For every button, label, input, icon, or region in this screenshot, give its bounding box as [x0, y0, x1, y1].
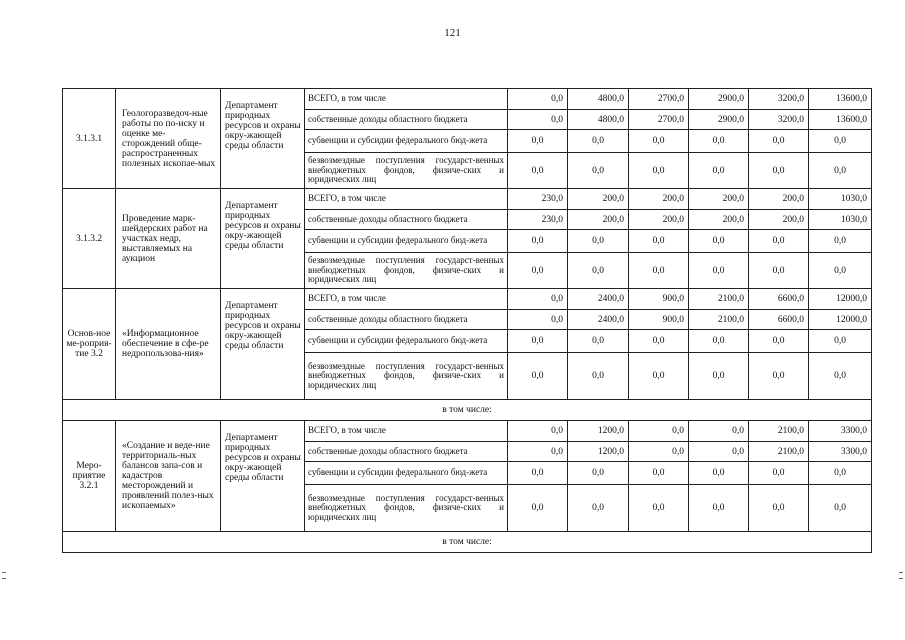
- amount-cell: 200,0: [568, 189, 629, 210]
- amount-cell: 0,0: [508, 330, 568, 353]
- amount-cell: 0,0: [749, 353, 809, 400]
- amount-cell: 0,0: [749, 130, 809, 153]
- amount-cell: 2100,0: [689, 310, 749, 330]
- amount-cell: 0,0: [629, 230, 689, 253]
- amount-cell: 200,0: [568, 210, 629, 230]
- amount-cell: 200,0: [629, 210, 689, 230]
- amount-cell: 200,0: [749, 189, 809, 210]
- amount-cell: 0,0: [508, 89, 568, 110]
- budget-table: [62, 88, 872, 553]
- funding-source: безвозмездные поступления государст-венных внебюджетных фондов, физиче-ских и юридических лиц: [305, 485, 508, 532]
- funding-source: безвозмездные поступления государст-венных внебюджетных фондов, физиче-ских и юридических лиц: [305, 353, 508, 400]
- amount-cell: 12000,0: [809, 289, 872, 310]
- amount-cell: 0,0: [508, 289, 568, 310]
- in-total-label: в том числе:: [63, 400, 872, 421]
- amount-cell: 1030,0: [809, 189, 872, 210]
- amount-cell: 13600,0: [809, 89, 872, 110]
- table-row: [63, 89, 872, 110]
- amount-cell: 2700,0: [629, 110, 689, 130]
- amount-cell: 0,0: [568, 230, 629, 253]
- amount-cell: 0,0: [809, 230, 872, 253]
- funding-source: ВСЕГО, в том числе: [305, 89, 508, 110]
- margin-tick-right: [899, 578, 903, 579]
- program-code: Меро-приятие 3.2.1: [63, 421, 116, 532]
- amount-cell: 0,0: [749, 153, 809, 189]
- amount-cell: 13600,0: [809, 110, 872, 130]
- amount-cell: 2400,0: [568, 289, 629, 310]
- amount-cell: 230,0: [508, 210, 568, 230]
- program-code: Основ-ное ме-роприя-тие 3.2: [63, 289, 116, 400]
- amount-cell: 0,0: [749, 462, 809, 485]
- funding-source: субвенции и субсидии федерального бюд-жета: [305, 130, 508, 153]
- amount-cell: 0,0: [749, 485, 809, 532]
- amount-cell: 0,0: [508, 253, 568, 289]
- funding-source: собственные доходы областного бюджета: [305, 110, 508, 130]
- amount-cell: 200,0: [749, 210, 809, 230]
- amount-cell: 0,0: [568, 253, 629, 289]
- margin-tick-left: [2, 578, 6, 579]
- amount-cell: 0,0: [629, 442, 689, 462]
- responsible-department: Департамент природных ресурсов и охраны окру-жающей среды области: [221, 89, 305, 189]
- amount-cell: 0,0: [809, 485, 872, 532]
- amount-cell: 900,0: [629, 310, 689, 330]
- amount-cell: 3300,0: [809, 421, 872, 442]
- funding-source: ВСЕГО, в том числе: [305, 421, 508, 442]
- amount-cell: 6600,0: [749, 310, 809, 330]
- amount-cell: 0,0: [809, 153, 872, 189]
- amount-cell: 0,0: [629, 330, 689, 353]
- funding-source: ВСЕГО, в том числе: [305, 289, 508, 310]
- amount-cell: 0,0: [629, 421, 689, 442]
- table-row: [63, 421, 872, 442]
- amount-cell: 0,0: [568, 485, 629, 532]
- amount-cell: 0,0: [689, 330, 749, 353]
- funding-source: безвозмездные поступления государст-венных внебюджетных фондов, физиче-ских и юридических лиц: [305, 153, 508, 189]
- funding-source: собственные доходы областного бюджета: [305, 310, 508, 330]
- amount-cell: 4800,0: [568, 89, 629, 110]
- amount-cell: 0,0: [809, 462, 872, 485]
- amount-cell: 3200,0: [749, 110, 809, 130]
- amount-cell: 1200,0: [568, 421, 629, 442]
- amount-cell: 4800,0: [568, 110, 629, 130]
- responsible-department: Департамент природных ресурсов и охраны окру-жающей среды области: [221, 189, 305, 289]
- amount-cell: 0,0: [629, 130, 689, 153]
- amount-cell: 2100,0: [749, 421, 809, 442]
- amount-cell: 12000,0: [809, 310, 872, 330]
- amount-cell: 0,0: [689, 130, 749, 153]
- amount-cell: 2900,0: [689, 110, 749, 130]
- amount-cell: 0,0: [809, 253, 872, 289]
- responsible-department: Департамент природных ресурсов и охраны окру-жающей среды области: [221, 421, 305, 532]
- amount-cell: 0,0: [568, 330, 629, 353]
- amount-cell: 2400,0: [568, 310, 629, 330]
- amount-cell: 0,0: [629, 353, 689, 400]
- amount-cell: 0,0: [809, 353, 872, 400]
- amount-cell: 0,0: [689, 353, 749, 400]
- amount-cell: 0,0: [508, 442, 568, 462]
- program-code: 3.1.3.2: [63, 189, 116, 289]
- amount-cell: 0,0: [508, 485, 568, 532]
- amount-cell: 0,0: [629, 153, 689, 189]
- amount-cell: 0,0: [809, 130, 872, 153]
- amount-cell: 6600,0: [749, 289, 809, 310]
- amount-cell: 2100,0: [749, 442, 809, 462]
- amount-cell: 0,0: [689, 153, 749, 189]
- page-number: 121: [444, 27, 461, 39]
- amount-cell: 0,0: [508, 462, 568, 485]
- margin-tick-right: [899, 572, 903, 573]
- amount-cell: 230,0: [508, 189, 568, 210]
- in-total-label: в том числе:: [63, 532, 872, 553]
- amount-cell: 0,0: [749, 253, 809, 289]
- amount-cell: 1200,0: [568, 442, 629, 462]
- funding-source: субвенции и субсидии федерального бюд-жета: [305, 330, 508, 353]
- amount-cell: 0,0: [508, 130, 568, 153]
- table-row: [63, 289, 872, 310]
- amount-cell: 200,0: [629, 189, 689, 210]
- amount-cell: 0,0: [689, 253, 749, 289]
- program-code: 3.1.3.1: [63, 89, 116, 189]
- subtotal-label-row: [63, 400, 872, 421]
- funding-source: собственные доходы областного бюджета: [305, 442, 508, 462]
- amount-cell: 0,0: [568, 153, 629, 189]
- amount-cell: 3300,0: [809, 442, 872, 462]
- subtotal-label-row: [63, 532, 872, 553]
- amount-cell: 0,0: [629, 253, 689, 289]
- amount-cell: 2100,0: [689, 289, 749, 310]
- amount-cell: 3200,0: [749, 89, 809, 110]
- amount-cell: 200,0: [689, 189, 749, 210]
- margin-tick-left: [2, 572, 6, 573]
- amount-cell: 2700,0: [629, 89, 689, 110]
- amount-cell: 0,0: [689, 230, 749, 253]
- amount-cell: 0,0: [689, 462, 749, 485]
- table-body: [63, 89, 872, 553]
- amount-cell: 0,0: [629, 462, 689, 485]
- table-row: [63, 189, 872, 210]
- amount-cell: 0,0: [508, 310, 568, 330]
- program-name: «Информационное обеспечение в сфе-ре недропользова-ния»: [116, 289, 221, 400]
- amount-cell: 0,0: [809, 330, 872, 353]
- amount-cell: 0,0: [568, 130, 629, 153]
- amount-cell: 0,0: [508, 421, 568, 442]
- amount-cell: 0,0: [689, 421, 749, 442]
- responsible-department: Департамент природных ресурсов и охраны окру-жающей среды области: [221, 289, 305, 400]
- amount-cell: 0,0: [508, 353, 568, 400]
- amount-cell: 0,0: [568, 353, 629, 400]
- funding-source: собственные доходы областного бюджета: [305, 210, 508, 230]
- amount-cell: 0,0: [568, 462, 629, 485]
- funding-source: ВСЕГО, в том числе: [305, 189, 508, 210]
- amount-cell: 0,0: [629, 485, 689, 532]
- amount-cell: 0,0: [749, 230, 809, 253]
- amount-cell: 900,0: [629, 289, 689, 310]
- amount-cell: 200,0: [689, 210, 749, 230]
- amount-cell: 1030,0: [809, 210, 872, 230]
- program-name: Проведение марк-шейдерских работ на участках недр, выставляемых на аукцион: [116, 189, 221, 289]
- program-name: «Создание и веде-ние территориаль-ных балансов запа-сов и кадастров месторождений и проявлений полез-ных ископаемых»: [116, 421, 221, 532]
- amount-cell: 2900,0: [689, 89, 749, 110]
- funding-source: субвенции и субсидии федерального бюд-жета: [305, 462, 508, 485]
- amount-cell: 0,0: [508, 230, 568, 253]
- funding-source: безвозмездные поступления государст-венных внебюджетных фондов, физиче-ских и юридических лиц: [305, 253, 508, 289]
- amount-cell: 0,0: [508, 110, 568, 130]
- amount-cell: 0,0: [689, 442, 749, 462]
- amount-cell: 0,0: [749, 330, 809, 353]
- amount-cell: 0,0: [508, 153, 568, 189]
- funding-source: субвенции и субсидии федерального бюд-жета: [305, 230, 508, 253]
- program-name: Геологоразведоч-ные работы по по-иску и оценке ме-сторождений обще-распространенных полезных ископае-мых: [116, 89, 221, 189]
- amount-cell: 0,0: [689, 485, 749, 532]
